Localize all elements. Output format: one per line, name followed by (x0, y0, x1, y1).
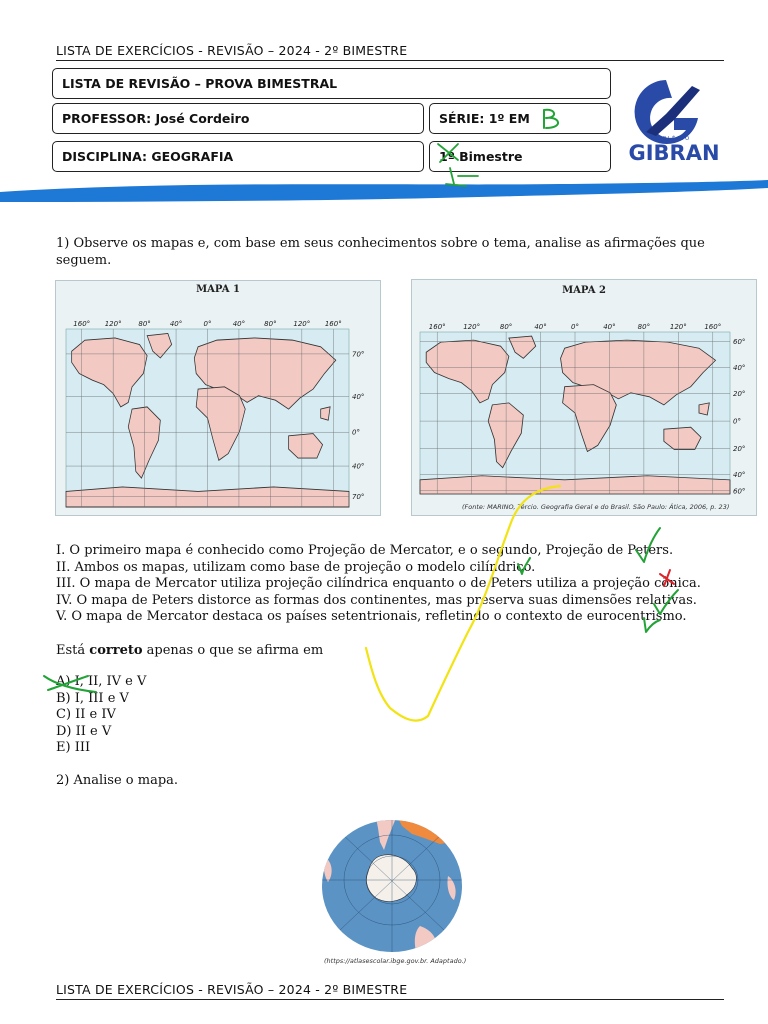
map2-lon-tick: 80° (499, 323, 513, 331)
bimestre-word: Bimestre (459, 149, 523, 164)
question2-source: (https://atlasescolar.ibge.gov.br. Adaptado.) (324, 957, 467, 965)
map1-lon-tick: 80° (264, 320, 277, 328)
professor-box (52, 103, 424, 134)
map1-figure (56, 281, 382, 517)
statement-1: I. O primeiro mapa é conhecido como Projeção de Mercator, e o segundo, Projeção de Peters. (56, 543, 674, 558)
statement-5: V. O mapa de Mercator destaca os países setentrionais, refletindo o contexto de eurocentrismo. (56, 609, 687, 624)
serie-label: SÉRIE: 1º EM (439, 111, 530, 126)
map2-lon-tick: 160° (704, 323, 722, 331)
list-title: LISTA DE REVISÃO – PROVA BIMESTRAL (62, 76, 338, 91)
map2-lon-tick: 40° (534, 323, 547, 331)
map1-lon-tick: 40° (232, 320, 246, 328)
map1-lon-tick: 160° (324, 320, 342, 328)
statement-2: II. Ambos os mapas, utilizam como base de projeção o modelo cilíndrico. (56, 559, 536, 575)
map1-lon-tick: 120° (293, 320, 311, 328)
bimestre-box (429, 141, 611, 172)
map2-lon-tick: 160° (428, 323, 446, 331)
map2-lat-tick: 20° (733, 390, 746, 399)
map2 (411, 279, 757, 516)
question1-stem (56, 643, 323, 660)
map1-lon-tick: 80° (138, 320, 151, 328)
antarctica-globe-map (320, 818, 464, 956)
map1-lon-tick: 120° (104, 320, 122, 328)
statement-3: III. O mapa de Mercator utiliza projeção cilíndrica enquanto o de Peters utiliza a projeção cônica. (56, 576, 701, 591)
answer-options (56, 674, 146, 757)
decorative-wave (0, 180, 768, 210)
logo-subtitle: COLÉGIO (657, 136, 691, 142)
map1-lat-tick: 0° (352, 428, 360, 437)
professor-label: PROFESSOR: José Cordeiro (62, 111, 250, 126)
stem-text-before: Está (56, 643, 90, 658)
disciplina-box (52, 141, 424, 172)
statement-4: IV. O mapa de Peters distorce as formas dos continentes, mas preserva suas dimensões relativas. (56, 592, 697, 608)
map1-lat-tick: 70° (352, 492, 365, 501)
map2-lon-tick: 40° (603, 323, 616, 331)
stem-text-after: apenas o que se afirma em (142, 643, 324, 658)
bimestre-number: 1º (439, 149, 455, 164)
disciplina-label: DISCIPLINA: GEOGRAFIA (62, 149, 234, 164)
running-footer: LISTA DE EXERCÍCIOS - REVISÃO – 2024 - 2º BIMESTRE (56, 982, 724, 1000)
map1-lat-tick: 40° (352, 393, 365, 402)
running-header: LISTA DE EXERCÍCIOS - REVISÃO – 2024 - 2º BIMESTRE (56, 43, 724, 61)
option-e[interactable]: E) III (56, 740, 91, 755)
map2-lat-tick: 40° (733, 471, 746, 480)
map1-lon-tick: 160° (73, 320, 91, 328)
map2-lon-tick: 0° (571, 323, 579, 331)
map2-figure (412, 280, 758, 517)
map2-lat-tick: 0° (733, 417, 741, 426)
statement-list (56, 543, 736, 626)
logo-name: GIBRAN (628, 141, 720, 165)
map1 (55, 280, 381, 516)
map2-lat-tick: 20° (733, 445, 746, 454)
list-title-box (52, 68, 611, 99)
map1-lon-tick: 40° (169, 320, 183, 328)
map1-title: MAPA 1 (196, 284, 240, 295)
option-a[interactable]: A) I, II, IV e V (56, 674, 147, 689)
map2-lat-tick: 40° (733, 364, 746, 373)
map2-source: (Fonte: MARINO, Tércio. Geografia Geral e do Brasil. São Paulo: Ática, 2006, p. 23) (462, 503, 730, 511)
map1-lat-tick: 70° (352, 350, 365, 359)
map2-title: MAPA 2 (562, 285, 606, 296)
map2-lat-tick: 60° (733, 338, 746, 347)
map2-lon-tick: 120° (463, 323, 481, 331)
map1-lon-tick: 0° (203, 320, 212, 328)
map1-lat-tick: 40° (352, 462, 365, 471)
serie-box (429, 103, 611, 134)
option-d[interactable]: D) II e V (56, 723, 112, 739)
option-b[interactable]: B) I, III e V (56, 690, 129, 706)
option-c[interactable]: C) II e IV (56, 707, 116, 722)
question2-prompt: 2) Analise o mapa. (56, 773, 179, 788)
map2-lon-tick: 80° (637, 323, 651, 331)
map2-lat-tick: 60° (733, 487, 746, 496)
gibran-logo (616, 74, 734, 166)
map2-lon-tick: 120° (669, 323, 687, 331)
stem-bold: correto (89, 643, 143, 658)
question1-prompt: 1) Observe os mapas e, com base em seus conhecimentos sobre o tema, analise as afirmações que seguem. (56, 236, 705, 268)
